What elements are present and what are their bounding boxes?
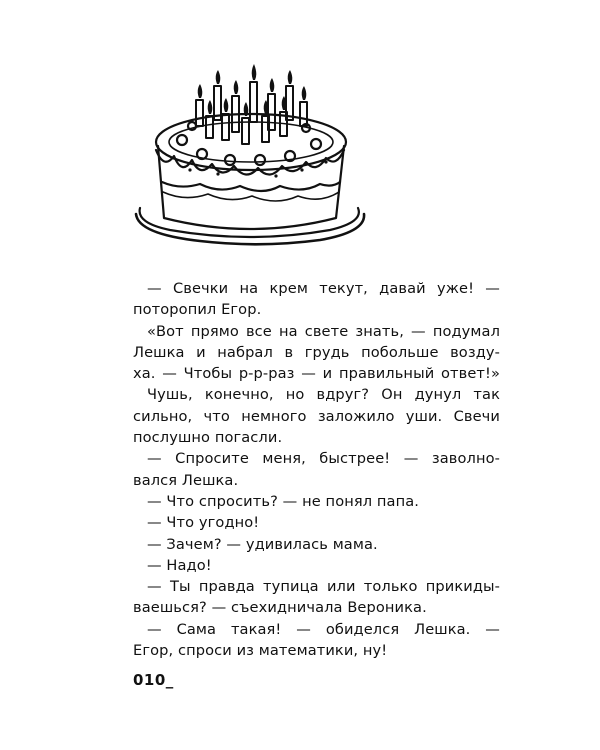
text-line: Егор, спроси из математики, ну! <box>133 642 388 660</box>
text-line: ваешься? — съехидничала Вероника. <box>133 599 427 617</box>
text-line: — Надо! <box>147 556 212 574</box>
text-line: поторопил Егор. <box>133 301 262 319</box>
text-line: — Что спросить? — не понял папа. <box>147 492 420 510</box>
text-line: ха. — Чтобы р-р-раз — и правильный ответ!» <box>133 365 500 383</box>
text-line: послушно погасли. <box>133 429 283 447</box>
text-line: — Сама такая! — обиделся Лешка. — <box>147 620 500 638</box>
text-line: — Свечки на крем текут, давай уже! — <box>147 280 500 297</box>
text-line: — Ты правда тупица или только прикиды- <box>147 578 500 596</box>
birthday-cake-icon <box>130 58 370 250</box>
text-line: Чушь, конечно, но вдруг? Он дунул так <box>147 386 500 404</box>
story-text <box>133 278 500 661</box>
text-line: вался Лешка. <box>133 471 239 489</box>
text-line: — Что угодно! <box>147 514 260 532</box>
text-line: — Спросите меня, быстрее! — заволно- <box>147 450 500 468</box>
birthday-cake-illustration <box>130 58 370 250</box>
text-line: «Вот прямо все на свете знать, — подумал <box>147 322 500 340</box>
text-line: сильно, что немного заложило уши. Свечи <box>133 407 500 425</box>
page-number: 010_ <box>133 671 174 689</box>
text-line: — Зачем? — удивилась мама. <box>147 535 378 553</box>
text-line: Лешка и набрал в грудь побольше возду- <box>133 343 500 361</box>
